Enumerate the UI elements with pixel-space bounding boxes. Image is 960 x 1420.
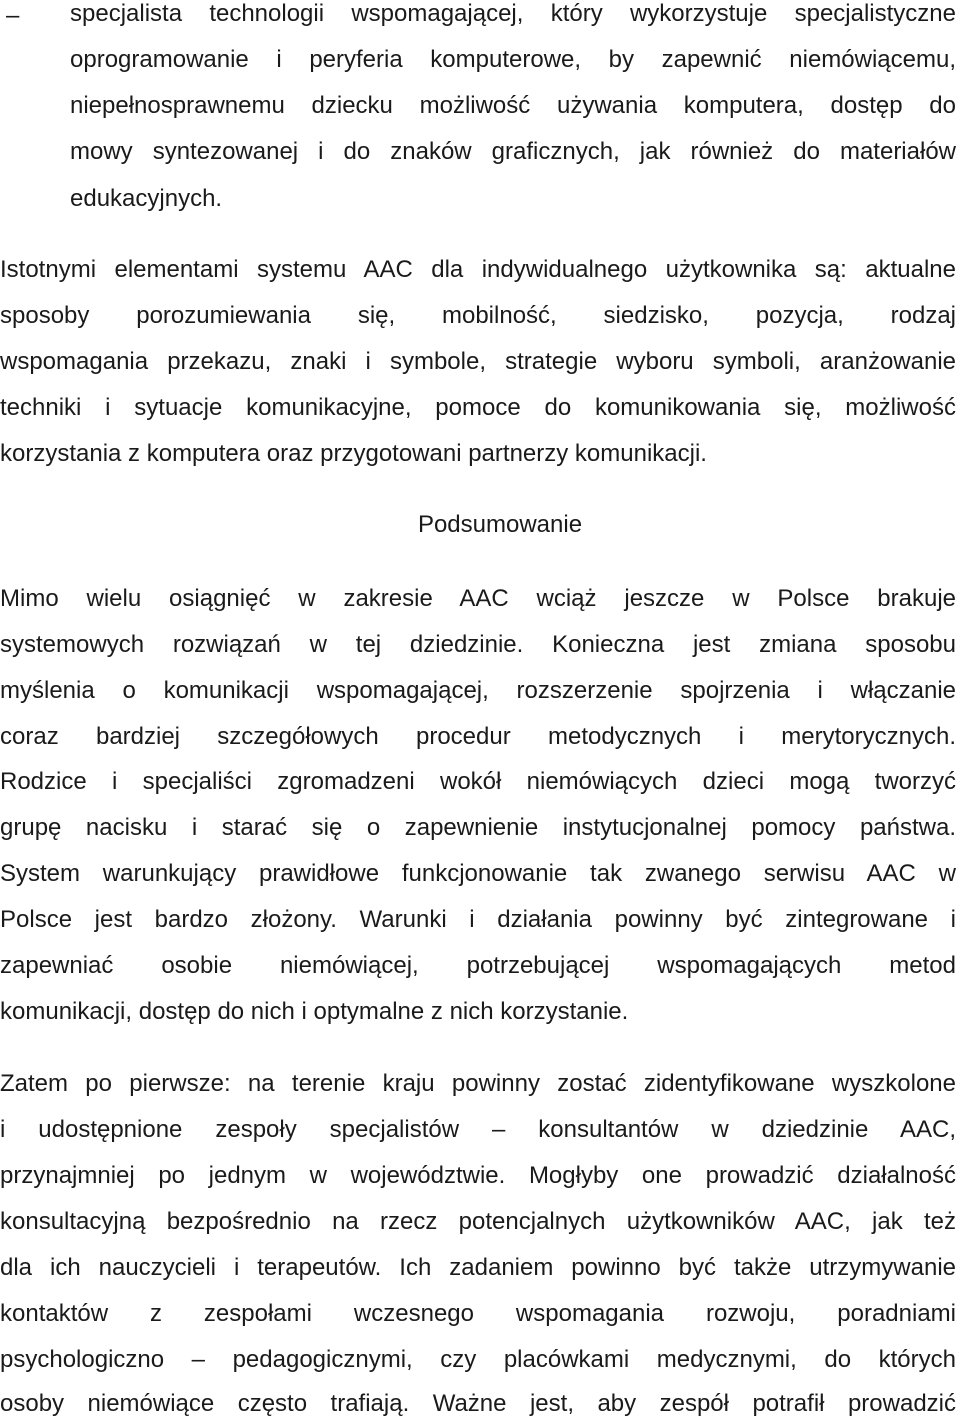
- paragraph2-line-4: coraz bardziej szczegółowych procedur metodycznych i merytorycznych.: [0, 723, 956, 750]
- bullet-line-1: specjalista technologii wspomagającej, który wykorzystuje specjalistyczne: [70, 0, 956, 27]
- paragraph1-line-1: Istotnymi elementami systemu AAC dla indywidualnego użytkownika są: aktualne: [0, 256, 956, 283]
- paragraph3-line-4: konsultacyjną bezpośrednio na rzecz potencjalnych użytkowników AAC, jak też: [0, 1208, 956, 1235]
- paragraph3-line-1: Zatem po pierwsze: na terenie kraju powinny zostać zidentyfikowane wyszkolone: [0, 1070, 956, 1097]
- paragraph2-line-3: myślenia o komunikacji wspomagającej, rozszerzenie spojrzenia i włączanie: [0, 677, 956, 704]
- paragraph2-line-8: Polsce jest bardzo złożony. Warunki i działania powinny być zintegrowane i: [0, 906, 956, 933]
- bullet-line-5: edukacyjnych.: [70, 185, 223, 212]
- paragraph2-line-2: systemowych rozwiązań w tej dziedzinie. Konieczna jest zmiana sposobu: [0, 631, 956, 658]
- paragraph3-line-7: psychologiczno – pedagogicznymi, czy placówkami medycznymi, do których: [0, 1346, 956, 1373]
- section-heading: Podsumowanie: [417, 511, 583, 538]
- paragraph3-line-3: przynajmniej po jednym w województwie. Mogłyby one prowadzić działalność: [0, 1162, 956, 1189]
- paragraph3-line-2: i udostępnione zespoły specjalistów – konsultantów w dziedzinie AAC,: [0, 1116, 956, 1143]
- paragraph2-line-1: Mimo wielu osiągnięć w zakresie AAC wciąż jeszcze w Polsce brakuje: [0, 585, 956, 612]
- paragraph3-line-6: kontaktów z zespołami wczesnego wspomagania rozwoju, poradniami: [0, 1300, 956, 1327]
- paragraph2-line-5: Rodzice i specjaliści zgromadzeni wokół niemówiących dzieci mogą tworzyć: [0, 768, 956, 795]
- paragraph2-line-6: grupę nacisku i starać się o zapewnienie instytucjonalnej pomocy państwa.: [0, 814, 956, 841]
- bullet-line-2: oprogramowanie i peryferia komputerowe, by zapewnić niemówiącemu,: [70, 46, 956, 73]
- paragraph3-line-8: osoby niemówiące często trafiają. Ważne jest, aby zespół potrafił prowadzić: [0, 1390, 956, 1417]
- paragraph3-line-5: dla ich nauczycieli i terapeutów. Ich zadaniem powinno być także utrzymywanie: [0, 1254, 956, 1281]
- paragraph2-line-10: komunikacji, dostęp do nich i optymalne z nich korzystanie.: [0, 998, 629, 1025]
- bullet-dash: –: [6, 2, 20, 29]
- bullet-line-4: mowy syntezowanej i do znaków graficznych, jak również do materiałów: [70, 138, 956, 165]
- paragraph1-line-3: wspomagania przekazu, znaki i symbole, strategie wyboru symboli, aranżowanie: [0, 348, 956, 375]
- paragraph1-line-2: sposoby porozumiewania się, mobilność, siedzisko, pozycja, rodzaj: [0, 302, 956, 329]
- paragraph1-line-5: korzystania z komputera oraz przygotowani partnerzy komunikacji.: [0, 440, 707, 467]
- paragraph2-line-9: zapewniać osobie niemówiącej, potrzebującej wspomagających metod: [0, 952, 956, 979]
- paragraph2-line-7: System warunkujący prawidłowe funkcjonowanie tak zwanego serwisu AAC w: [0, 860, 956, 887]
- bullet-line-3: niepełnosprawnemu dziecku możliwość używania komputera, dostęp do: [70, 92, 956, 119]
- paragraph1-line-4: techniki i sytuacje komunikacyjne, pomoce do komunikowania się, możliwość: [0, 394, 956, 421]
